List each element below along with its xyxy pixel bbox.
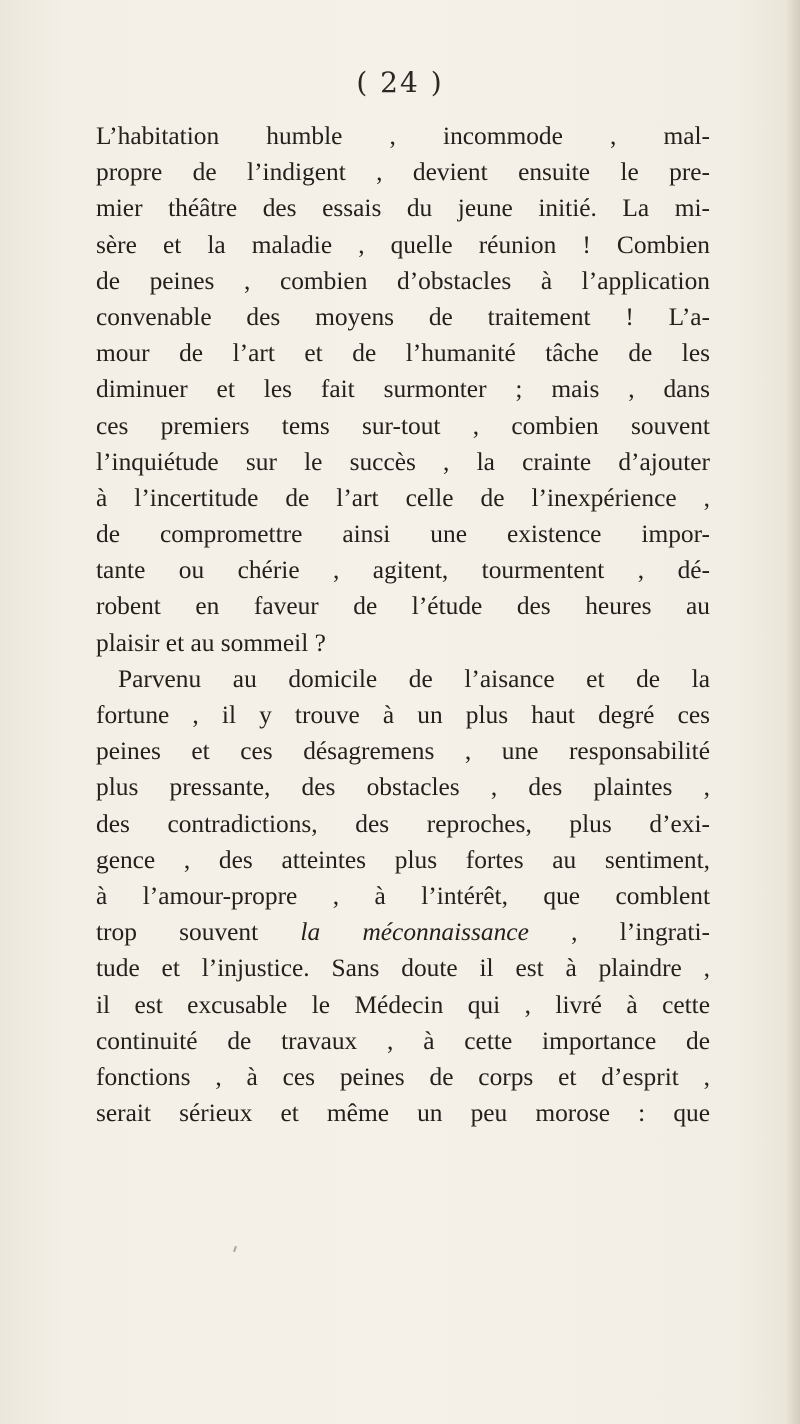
text-line: à l’amour-propre , à l’intérêt, que comblent xyxy=(96,881,710,910)
text-line: diminuer et les fait surmonter ; mais , dans xyxy=(96,375,710,404)
text-line: mier théâtre des essais du jeune initié. La mi- xyxy=(96,194,710,223)
text-segment: , l’ingrati- xyxy=(528,918,710,947)
text-line: propre de l’indigent , devient ensuite le pre- xyxy=(96,158,710,187)
text-line: à l’incertitude de l’art celle de l’inexpérience , xyxy=(96,483,710,512)
text-line: fortune , il y trouve à un plus haut degré ces xyxy=(96,701,710,729)
text-line: plus pressante, des obstacles , des plaintes , xyxy=(96,773,710,802)
text-line: continuité de travaux , à cette importance de xyxy=(96,1026,710,1055)
text-line: l’inquiétude sur le succès , la crainte d’ajouter xyxy=(96,447,710,476)
text-line-with-italic xyxy=(96,914,710,950)
text-line: serait sérieux et même un peu morose : que xyxy=(96,1099,710,1128)
text-line: des contradictions, des reproches, plus d’exi- xyxy=(96,809,710,838)
text-line: de compromettre ainsi une existence impor- xyxy=(96,520,710,549)
text-line: gence , des atteintes plus fortes au sentiment, xyxy=(96,845,710,874)
text-line: peines et ces désagremens , une responsabilité xyxy=(96,737,710,766)
text-line: sère et la maladie , quelle réunion ! Combien xyxy=(96,230,710,259)
text-line: tude et l’injustice. Sans doute il est à plaindre , xyxy=(96,954,710,983)
text-line: robent en faveur de l’étude des heures au xyxy=(96,592,710,621)
page-number: ( 24 ) xyxy=(356,66,444,99)
text-line: mour de l’art et de l’humanité tâche de les xyxy=(96,339,710,368)
text-line-paragraph-start: Parvenu au domicile de l’aisance et de la xyxy=(118,664,710,693)
text-line: de peines , combien d’obstacles à l’application xyxy=(96,266,710,295)
text-segment: trop souvent xyxy=(96,918,301,947)
text-line: convenable des moyens de traitement ! L’a- xyxy=(96,302,710,331)
page-edge-shadow xyxy=(786,0,800,1424)
text-line: tante ou chérie , agitent, tourmentent , dé- xyxy=(96,556,710,585)
text-line-paragraph-end: plaisir et au sommeil ? xyxy=(96,628,326,657)
text-line: fonctions , à ces peines de corps et d’esprit , xyxy=(96,1062,710,1091)
text-line: L’habitation humble , incommode , mal- xyxy=(96,122,710,150)
text-line: ces premiers tems sur-tout , combien souvent xyxy=(96,411,710,440)
text-line: il est excusable le Médecin qui , livré à cette xyxy=(96,990,710,1019)
italic-phrase: la méconnaissance xyxy=(300,918,529,947)
paper-speck xyxy=(233,1246,237,1252)
body-text xyxy=(96,118,710,1131)
